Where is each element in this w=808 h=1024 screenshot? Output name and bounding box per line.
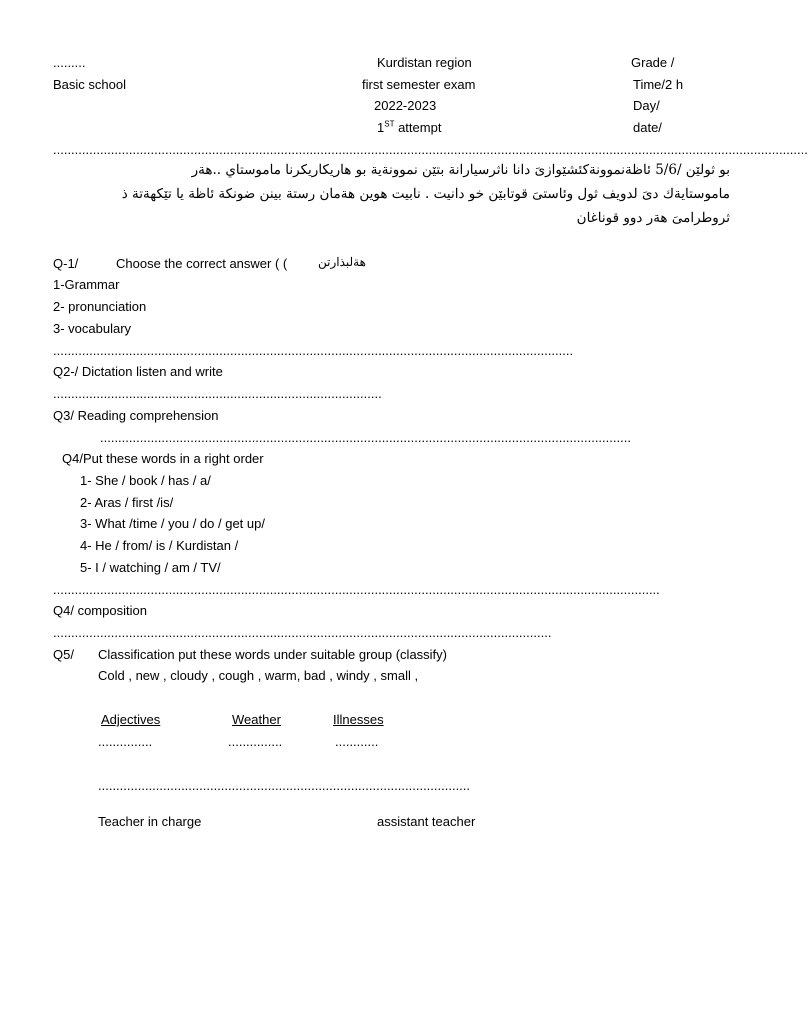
q5-label: Q5/ [53,647,74,662]
exam-title: first semester exam [362,77,476,92]
q5-text: Classification put these words under suitable group (classify) [98,647,448,662]
q4-item-2: 2- Aras / first /is/ [80,495,174,510]
date-label: date/ [633,120,662,135]
q4-item-4: 4- He / from/ is / Kurdistan / [80,538,239,553]
q4b-answer-line: .......................................................................................................................................... [53,625,552,640]
header-dots: ......... [53,55,86,70]
group-header-adjectives: Adjectives [101,712,161,727]
q1-item-2: 2- pronunciation [53,299,147,314]
q1-text: Choose the correct answer ( ( [116,256,288,271]
grade-label: Grade / [631,55,675,70]
q2-answer-line: ........................................................................................... [53,386,382,401]
q1-item-1: 1-Grammar [53,277,120,292]
q1-kurdish: هةلبذارتن [318,255,366,269]
q3-label: Q3/ Reading comprehension [53,408,219,423]
header-divider: ................................................................................................................................................................................................................. [53,142,808,157]
q4-item-3: 3- What /time / you / do / get up/ [80,516,265,531]
instruction-line-3: ثروطرامیَ هةر دوو قوناغان [576,210,730,226]
q4-label: Q4/Put these words in a right order [62,451,264,466]
q4-item-1: 1- She / book / has / a/ [80,473,211,488]
assistant-teacher: assistant teacher [377,814,476,829]
q1-item-3: 3- vocabulary [53,321,132,336]
q4-item-5: 5- I / watching / am / TV/ [80,560,221,575]
group-answer-weather: ............... [228,734,283,749]
q4b-label: Q4/ composition [53,603,147,618]
time-label: Time/2 h [633,77,684,92]
q5-word-list: Cold , new , cloudy , cough , warm, bad , windy , small , [98,668,419,683]
academic-year: 2022-2023 [374,98,437,113]
group-header-weather: Weather [232,712,281,727]
region: Kurdistan region [377,55,472,70]
instruction-line-2: ماموستايةك دیَ لدويف ثول وئاستیَ قوتابێن خو دانيت . نابيت هوين هةمان رستة بينن ضونكة ئاظة يا تێكهةتة ذ [121,186,730,202]
instruction-line-1: بو ثولێن /5/6 ئاظةنموونةكئشێوازیَ دانا ناثرسیارانة بتێن نموونةية بو هاريكاريكرنا ماموستاي ..هةر [191,162,730,178]
q1-label: Q-1/ [53,256,79,271]
group-answer-adjectives: ............... [98,734,153,749]
school-name: Basic school [53,77,126,92]
q4-answer-line: ........................................................................................................................................................................ [53,582,660,597]
group-answer-illnesses: ............ [335,734,379,749]
q5-answer-line: ....................................................................................................... [98,778,471,793]
teacher-in-charge: Teacher in charge [98,814,202,829]
q2-label: Q2-/ Dictation listen and write [53,364,223,379]
q3-answer-line: ................................................................................................................................................... [100,430,631,445]
attempt: 1ST attempt [377,119,442,135]
group-header-illnesses: Illnesses [333,712,384,727]
q1-answer-line: ................................................................................................................................................ [53,343,574,358]
day-label: Day/ [633,98,660,113]
